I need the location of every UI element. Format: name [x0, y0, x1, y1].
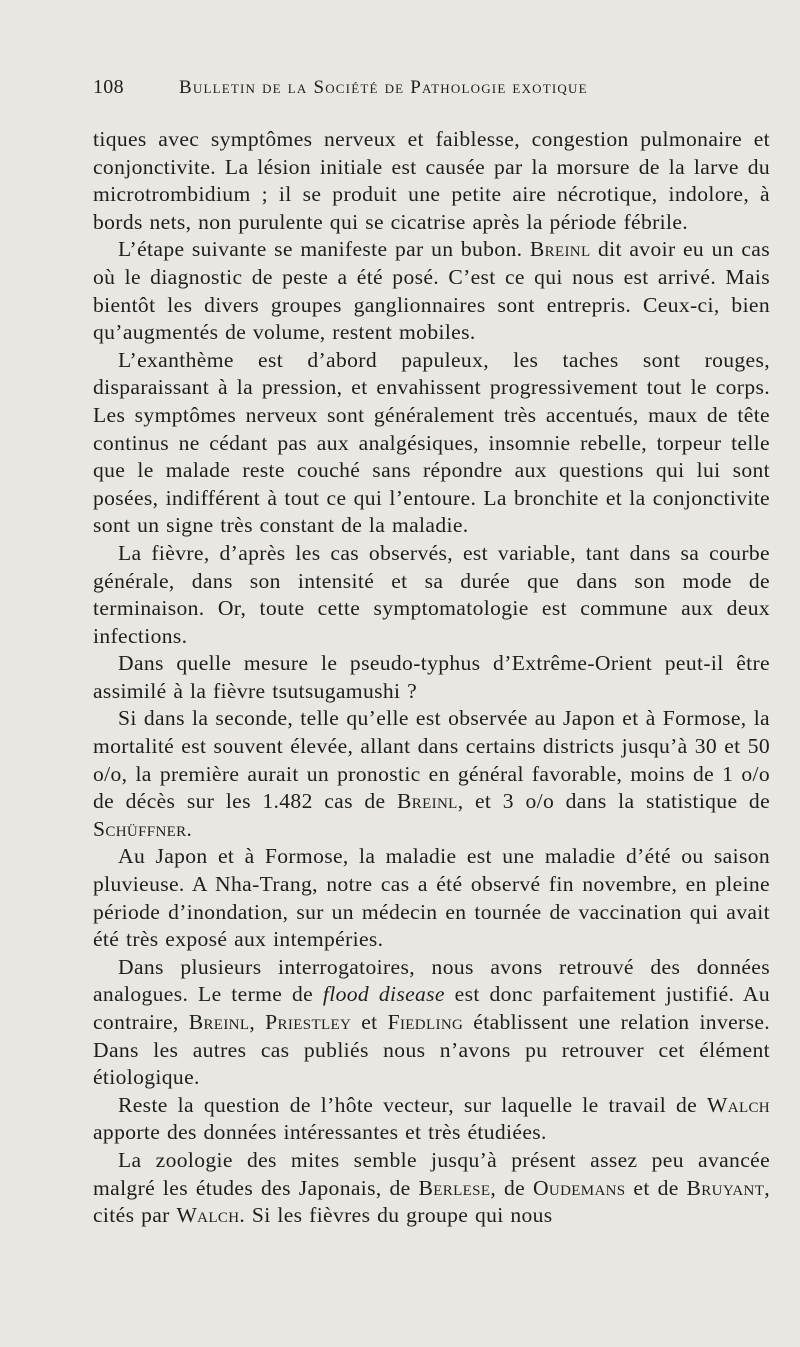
italic-term: flood disease: [322, 982, 445, 1007]
paragraph-4: [93, 540, 770, 650]
paragraph-2: [93, 236, 770, 346]
running-title: Bulletin de la Société de Pathologie exotique: [179, 77, 588, 98]
author-name: Walch: [707, 1092, 770, 1117]
author-name: Berlese: [418, 1175, 491, 1200]
text-run: .: [186, 816, 193, 841]
paragraph-text: Dans quelle mesure le pseudo-typhus d’Extrême-Orient peut-il être assimilé à la fièvre tsutsugamushi ?: [93, 651, 770, 703]
author-name: Schüffner: [93, 816, 187, 841]
author-name: Oudemans: [532, 1175, 626, 1200]
paragraph-7: [93, 843, 770, 953]
author-name: Breinl, Priestley: [188, 1010, 352, 1034]
paragraph-text: L’exanthème est d’abord papuleux, les taches sont rouges, disparaissant à la pression, et envahissent progressivement tout le corps. Les symptômes nerveux sont généralement très accentués, maux de tête continus ne cédant pas aux analgésiques, insomnie rebelle, torpeur telle que le malade reste couché sans répondre aux questions qui lui sont posées, indifférent à tout ce qui l’entoure. La bronchite et la conjonctivite sont un signe très constant de la maladie.: [93, 347, 770, 538]
paragraph-3: [93, 347, 770, 540]
text-run: et de: [625, 1175, 687, 1200]
author-name: Breinl: [397, 789, 458, 814]
paragraph-1: [93, 126, 770, 236]
paragraph-text: tiques avec symptômes nerveux et faiblesse, congestion pulmonaire et conjonctivite. La lésion initiale est causée par la morsure de la larve du microtrombidium ; il se produit une petite aire nécrotique, indolore, à bords nets, non purulente qui se cicatrise après la période fébrile.: [93, 127, 770, 234]
author-name: Bruyant: [686, 1175, 765, 1200]
paragraph-9: [93, 1092, 770, 1147]
text-run: L’étape suivante se manifeste par un bubon.: [118, 237, 530, 262]
author-name: Fiedling: [387, 1010, 464, 1034]
running-header: [93, 76, 770, 110]
text-run: et: [351, 1010, 388, 1034]
text-run: , de: [490, 1175, 533, 1200]
text-run: établissent une relation inverse. Dans les autres cas publiés nous n’avons pu retrouver cet élément étiologique.: [93, 1010, 771, 1090]
text-run: Reste la question de l’hôte vecteur, sur laquelle le travail de: [118, 1092, 708, 1117]
paragraph-5: [93, 650, 770, 705]
text-run: . Si les fièvres du groupe qui nous: [239, 1203, 553, 1228]
text-run: est donc parfaitement justifié. Au contraire,: [93, 982, 770, 1034]
text-run: apporte des données intéressantes et très étudiées.: [93, 1120, 547, 1145]
paragraph-8: [93, 954, 770, 1092]
text-run: La zoologie des mites semble jusqu’à présent assez peu avancée malgré les études des Japonais, de: [93, 1147, 770, 1200]
paragraph-10: [93, 1147, 770, 1230]
paragraph-text: Au Japon et à Formose, la maladie est une maladie d’été ou saison pluvieuse. A Nha-Trang, notre cas a été observé fin novembre, en pleine période d’inondation, sur un médecin en tournée de vaccination qui avait été très exposé aux intempéries.: [93, 844, 770, 952]
text-run: , et 3 o/o dans la statistique de: [457, 789, 771, 814]
text-run: dit avoir eu un cas où le diagnostic de peste a été posé. C’est ce qui nous est arrivé. Mais bientôt les divers groupes ganglionnaires sont entrepris. Ceux-ci, bien qu’augmentés de volume, restent mobiles.: [93, 237, 770, 345]
text-run: , cités par: [93, 1175, 770, 1228]
page-number: 108: [93, 76, 124, 98]
body-text: [93, 126, 770, 1230]
paragraph-text: La fièvre, d’après les cas observés, est variable, tant dans sa courbe générale, dans son intensité et sa durée que dans son mode de terminaison. Or, toute cette symptomatologie est commune aux deux infections.: [93, 540, 770, 648]
author-name: Walch: [176, 1203, 240, 1228]
text-run: Dans plusieurs interrogatoires, nous avons retrouvé des données analogues. Le terme de: [93, 954, 770, 1007]
paragraph-6: [93, 705, 770, 843]
text-run: Si dans la seconde, telle qu’elle est observée au Japon et à Formose, la mortalité est souvent élevée, allant dans certains districts jusqu’à 30 et 50 o/o, la première aurait un pronostic en général favorable, moins de 1 o/o de décès sur les 1.482 cas de: [93, 706, 770, 814]
author-name: Breinl: [529, 237, 591, 262]
